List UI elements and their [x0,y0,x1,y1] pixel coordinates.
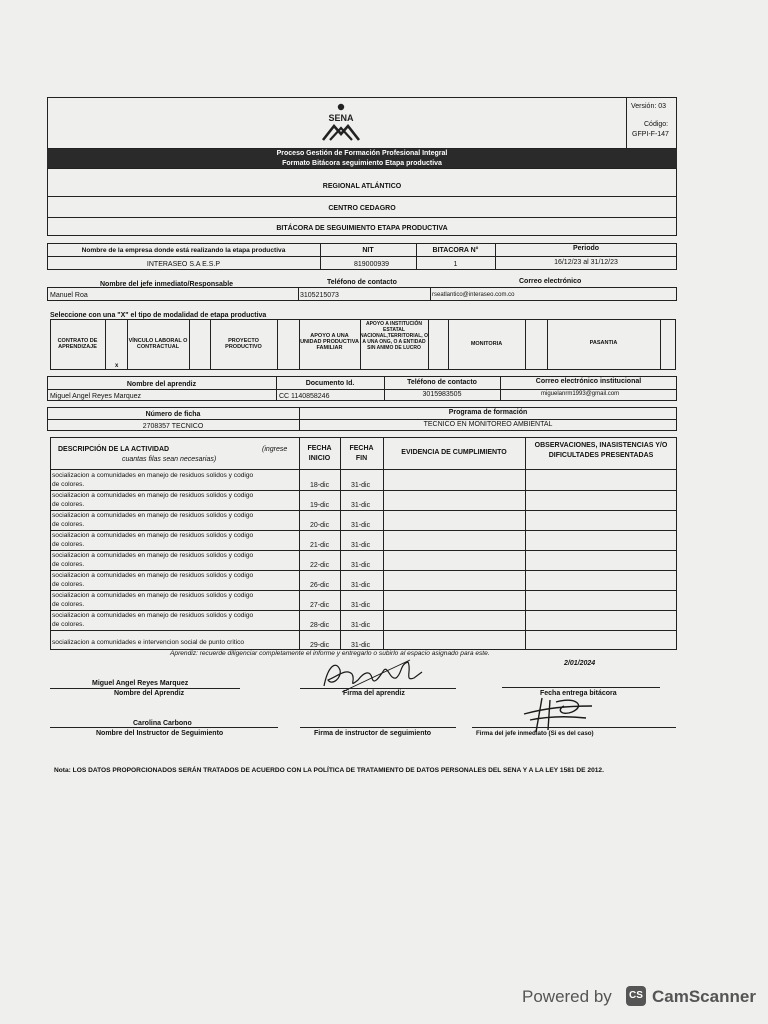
activity-description: socializacion a comunidades en manejo de residuos solidos y codigo [52,512,254,519]
activity-fecha-inicio: 28-dic [310,622,330,629]
empresa-value: INTERASEO S.A E.S.P [146,261,221,268]
jefe-table [47,287,677,301]
jefe-tel-value: 3105215073 [300,292,339,299]
codigo-label: Código: [644,121,669,128]
activity-fecha-fin: 31-dic [351,602,371,609]
title-line-2: Formato Bitácora seguimiento Etapa productiva [282,160,442,167]
activity-fecha-fin: 31-dic [351,622,371,629]
th-evidencia: EVIDENCIA DE CUMPLIMIENTO [401,449,507,456]
activity-fecha-fin: 31-dic [351,582,371,589]
fecha-entrega-value: 2/01/2024 [564,660,596,667]
camscanner-logo-icon: CS [626,986,646,1006]
activity-fecha-inicio: 21-dic [310,542,330,549]
activity-fecha-inicio: 20-dic [310,522,330,529]
regional-text: REGIONAL ATLÁNTICO [322,183,402,190]
activity-fecha-fin: 31-dic [351,642,371,649]
activity-description: socializacion a comunidades en manejo de residuos solidos y codigo [52,472,254,479]
th-descripcion-note1: (ingrese [262,446,288,453]
firma-jefe-signature [516,694,600,734]
activity-fecha-fin: 31-dic [351,522,371,529]
instructor-value: Carolina Carbono [133,720,192,727]
version-label: Versión: 03 [631,103,667,110]
instructor-label: Nombre del Instructor de Seguimiento [96,730,224,737]
th-inicio-2: INICIO [308,455,331,462]
ficha-value: 2708357 TECNICO [142,423,204,430]
periodo-label: Periodo [572,245,600,252]
th-fin-2: FIN [355,455,368,462]
activity-description-cont: de colores. [52,581,85,588]
activity-description-cont: de colores. [52,501,85,508]
option-monitoria: MONITORIA [470,341,503,347]
activity-description: socializacion a comunidades en manejo de residuos solidos y codigo [52,592,254,599]
activity-description: socializacion a comunidades en manejo de residuos solidos y codigo [52,612,254,619]
activity-description-cont: de colores. [52,541,85,548]
option-proyecto: PROYECTO PRODUCTIVO [225,338,262,350]
option-contrato: CONTRATO DE APRENDIZAJE [57,338,98,350]
programa-label: Programa de formación [448,409,528,416]
activity-description-cont: de colores. [52,621,85,628]
activity-description: socializacion a comunidades e intervencion social de punto critico [52,639,245,646]
aprendiz-note: Aprendiz: recuerde diligenciar completamente el informe y entregarlo o subirlo al espacio asignado para este. [170,650,490,657]
aprendiz-email-label: Correo electrónico institucional [535,378,642,385]
activity-fecha-fin: 31-dic [351,542,371,549]
jefe-tel-label: Teléfono de contacto [327,279,397,286]
periodo-value: 16/12/23 al 31/12/23 [554,259,618,266]
codigo-value: GFPI-F-147 [632,131,669,138]
th-descripcion-note2: cuantas filas sean necesarias) [122,456,217,463]
nota-legal: Nota: LOS DATOS PROPORCIONADOS SERÁN TRATADOS DE ACUERDO CON LA POLÍTICA DE TRATAMIENTO DE DATOS PERSONALES DEL SENA Y A LA LEY 1581 DE 2012. [54,767,604,774]
firma-jefe-label: Firma del jefe inmediato (Si es del caso) [476,730,594,737]
camscanner-brand: CamScanner [652,987,756,1006]
jefe-label: Nombre del jefe inmediato/Responsable [100,281,234,288]
bitacora-no-label: BITACORA N° [432,247,479,254]
activity-fecha-fin: 31-dic [351,482,371,489]
activity-fecha-inicio: 27-dic [310,602,330,609]
activity-fecha-fin: 31-dic [351,502,371,509]
bitacora-no-value: 1 [453,261,458,268]
jefe-email-label: Correo electrónico [519,278,582,285]
nombre-aprendiz-label: Nombre del Aprendiz [114,690,185,697]
sena-logo [318,102,364,142]
ficha-label: Número de ficha [145,411,201,418]
th-observaciones-1: OBSERVACIONES, INASISTENCIAS Y/O [534,442,668,449]
activity-description: socializacion a comunidades en manejo de residuos solidos y codigo [52,532,254,539]
option-institucion: APOYO A INSTITUCIÓN ESTATAL NACIONAL,TERRITORIAL, O A UNA ONG, O A ENTIDAD SIN ANIMO DE LUCRO [360,321,428,351]
activity-fecha-fin: 31-dic [351,562,371,569]
option-vinculo: VÍNCULO LABORAL O CONTRACTUAL [128,338,188,350]
activity-fecha-inicio: 19-dic [310,502,330,509]
mark-x: x [115,363,119,369]
nit-label: NIT [362,247,374,254]
option-pasantia: PASANTIA [589,340,618,346]
modalidad-label: Seleccione con una "X" el tipo de modalidad de etapa productiva [50,312,267,319]
option-unidad-familiar: APOYO A UNA UNIDAD PRODUCTIVA FAMILIAR [300,333,359,351]
nombre-aprendiz-value: Miguel Angel Reyes Marquez [92,680,189,687]
activity-description: socializacion a comunidades en manejo de residuos solidos y codigo [52,552,254,559]
activity-description: socializacion a comunidades en manejo de residuos solidos y codigo [52,572,254,579]
activity-description: socializacion a comunidades en manejo de residuos solidos y codigo [52,492,254,499]
nit-value: 819000939 [354,261,390,268]
empresa-label: Nombre de la empresa donde está realizando la etapa productiva [81,247,286,254]
centro-text: CENTRO CEDAGRO [328,205,396,212]
th-fin-1: FECHA [349,445,374,452]
firma-instructor-label: Firma de instructor de seguimiento [314,730,432,737]
doc-label: Documento Id. [305,380,355,387]
aprendiz-tel-label: Teléfono de contacto [407,379,477,386]
firma-aprendiz-label: Firma del aprendiz [343,690,405,697]
activity-fecha-inicio: 29-dic [310,642,330,649]
jefe-email-value: rseatlantico@interaseo.com.co [432,292,515,298]
activity-fecha-inicio: 22-dic [310,562,330,569]
aprendiz-label: Nombre del aprendiz [126,381,197,388]
activity-description-cont: de colores. [52,521,85,528]
activity-fecha-inicio: 26-dic [310,582,330,589]
th-inicio-1: FECHA [307,445,332,452]
activity-description-cont: de colores. [52,481,85,488]
logo-text: SENA [328,113,354,123]
aprendiz-tel-value: 3015983505 [422,391,462,398]
activity-description-cont: de colores. [52,601,85,608]
th-descripcion: DESCRIPCIÓN DE LA ACTIVIDAD [58,446,170,453]
th-observaciones-2: DIFICULTADES PRESENTADAS [548,452,654,459]
doc-value: CC 1140858246 [279,393,330,400]
aprendiz-email-value: miguelanrm1993@gmail.com [541,391,620,397]
activity-description-cont: de colores. [52,561,85,568]
aprendiz-value: Miguel Angel Reyes Marquez [50,393,142,400]
title-line-1: Proceso Gestión de Formación Profesional Integral [276,150,448,157]
powered-by-text: Powered by [522,987,612,1006]
jefe-value: Manuel Roa [50,292,88,299]
fecha-entrega-label: Fecha entrega bitácora [540,690,617,697]
activity-fecha-inicio: 18-dic [310,482,330,489]
programa-value: TECNICO EN MONITOREO AMBIENTAL [423,421,553,428]
bitacora-title: BITÁCORA DE SEGUIMIENTO ETAPA PRODUCTIVA [276,225,448,232]
